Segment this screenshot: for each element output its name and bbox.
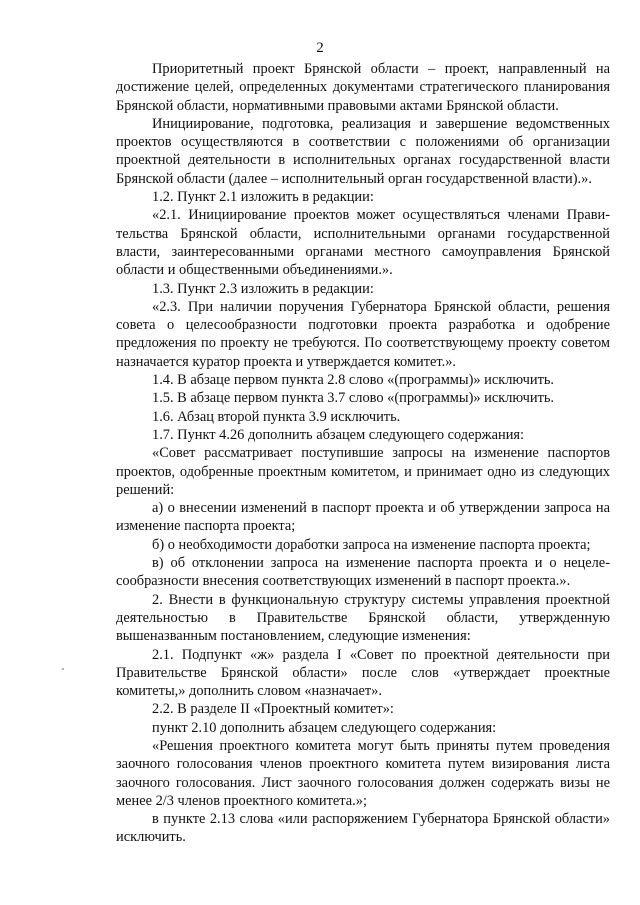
paragraph-item-2-2: 2.2. В разделе II «Проектный комитет»: [152,701,394,718]
paragraph-item-2-1: 2.1. Подпункт «ж» раздела I «Совет по проектной деятельности при Правительстве Брянской области» после слов «утверждает проектные комитеты,» дополнить словом «назначает». [116,646,610,700]
paragraph-decision-b: б) о необходимости доработки запроса на изменение паспорта проекта; [152,536,591,553]
paragraph-clause-2-13: в пункте 2.13 слова «или распоряжением Губернатора Брянской области» исключить. [116,811,610,846]
paragraph-clause-2-10: пункт 2.10 дополнить абзацем следующего содержания: [152,719,497,736]
paragraph-item-1-7: 1.7. Пункт 4.26 дополнить абзацем следующего содержания: [152,426,525,443]
scan-speck [62,668,64,670]
paragraph-council-decisions: «Совет рассматривает поступившие запросы на изменение паспортов проектов, одобренные проектным комитетом, и принимает одно из следующих решений: [116,445,610,498]
paragraph-clause-2-3: «2.3. При наличии поручения Губернатора Брянской области, решения совета о целесообразности подготовки проекта разработка и одобрение предложения по проекту не требуются. По соответствующему проекту советом назначается куратор проекта и утверждается комитет.». [116,298,610,370]
paragraph-departmental-projects: Инициирование, подготовка, реализация и завершение ведомственных проектов осуществляются в соответствии с положениями об организации проектной деятельности в исполнительных органах государственной власти Брянской области (далее – исполнительный орган государственной власти).». [116,115,610,187]
paragraph-item-1-2: 1.2. Пункт 2.1 изложить в редакции: [152,189,374,206]
paragraph-decision-c: в) об отклонении запроса на изменение паспорта проекта и о нецелесообразности внесения соответствующих изменений в паспорт проекта.». [116,555,610,590]
paragraph-item-2: 2. Внести в функциональную структуру системы управления проектной деятельностью в Правительстве Брянской области, утвержденную вышеназванным постановлением, следующие изменения: [116,591,610,645]
paragraph-item-1-3: 1.3. Пункт 2.3 изложить в редакции: [152,280,374,297]
paragraph-item-1-6: 1.6. Абзац второй пункта 3.9 исключить. [152,408,401,425]
paragraph-item-1-4: 1.4. В абзаце первом пункта 2.8 слово «(программы)» исключить. [152,372,555,389]
paragraph-decision-a: а) о внесении изменений в паспорт проекта и об утверждении запроса на изменение паспорта проекта; [116,500,610,535]
paragraph-clause-2-1: «2.1. Инициирование проектов может осуществляться членами Правительства Брянской области, исполнительными органами государственной власти, заинтересованными органами местного самоуправления Брянской области и общественными объединениями.». [116,207,610,279]
paragraph-absentee-voting: «Решения проектного комитета могут быть приняты путем проведения заочного голосования членов проектного комитета путем визирования листа заочного голосования. Лист заочного голосования должен содержать визы не менее 2/3 членов проектного комитета.»; [116,737,610,809]
paragraph-item-1-5: 1.5. В абзаце первом пункта 3.7 слово «(программы)» исключить. [152,390,555,407]
document-body [116,60,610,847]
paragraph-definition-priority-project: Приоритетный проект Брянской области – проект, направленный на достижение целей, определенных документами стратегического планирования Брянской области, нормативными правовыми актами Брянской области. [116,61,610,114]
page-number: 2 [316,40,324,56]
